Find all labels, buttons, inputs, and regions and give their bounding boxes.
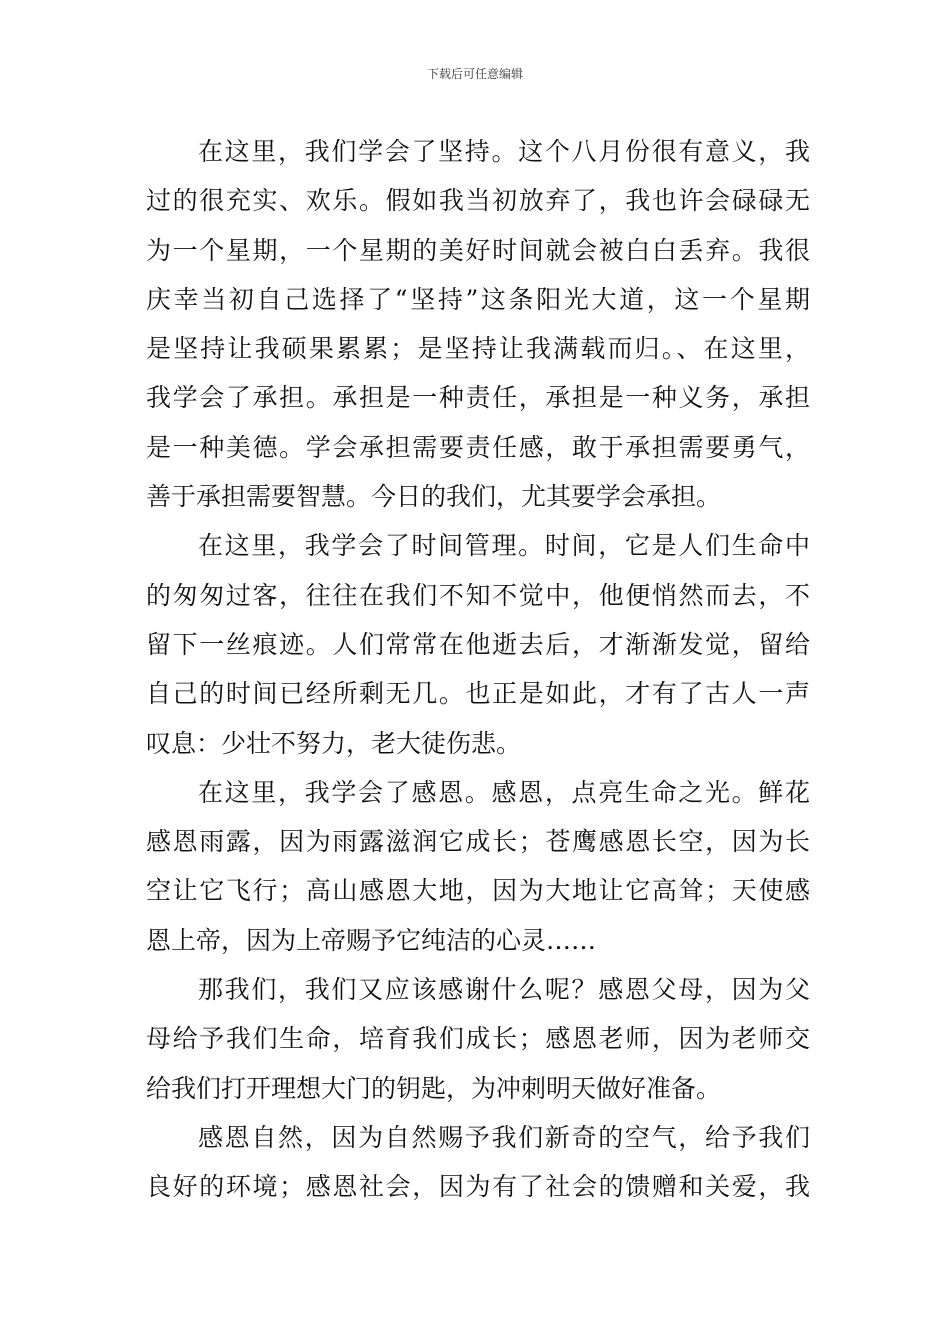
text-line: 恩上帝，因为上帝赐予它纯洁的心灵…… [146,925,597,955]
text-line: 是一种美德。学会承担需要责任感，敢于承担需要勇气， [146,432,810,462]
text-line: 自己的时间已经所剩无几。也正是如此，才有了古人一声 [146,679,810,709]
page-header: 下载后可任意编辑 [426,67,523,81]
text-line: 那我们，我们又应该感谢什么呢？感恩父母，因为父 [198,975,810,1005]
text-line: 是坚持让我硕果累累；是坚持让我满载而归。、在这里， [146,334,810,364]
text-line: 善于承担需要智慧。今日的我们，尤其要学会承担。 [146,482,722,512]
text-line: 良好的环境；感恩社会，因为有了社会的馈赠和关爱，我 [146,1172,810,1202]
text-line: 给我们打开理想大门的钥匙，为冲刺明天做好准备。 [146,1073,722,1103]
text-line: 母给予我们生命，培育我们成长；感恩老师，因为老师交 [146,1024,810,1054]
text-line: 庆幸当初自己选择了“坚持”这条阳光大道，这一个星期 [146,284,810,314]
document-body [146,127,810,1212]
text-line: 的匆匆过客，往往在我们不知不觉中，他便悄然而去，不 [146,580,810,610]
text-line: 空让它飞行；高山感恩大地，因为大地让它高耸；天使感 [146,876,810,906]
text-line: 为一个星期，一个星期的美好时间就会被白白丢弃。我很 [146,235,810,265]
text-line: 过的很充实、欢乐。假如我当初放弃了，我也许会碌碌无 [146,186,810,216]
text-line: 我学会了承担。承担是一种责任，承担是一种义务，承担 [146,383,810,413]
text-line: 感恩雨露，因为雨露滋润它成长；苍鹰感恩长空，因为长 [146,827,810,857]
text-line: 留下一丝痕迹。人们常常在他逝去后，才渐渐发觉，留给 [146,629,810,659]
text-line: 在这里，我学会了时间管理。时间，它是人们生命中 [198,531,810,561]
text-line: 在这里，我学会了感恩。感恩，点亮生命之光。鲜花 [198,777,810,807]
text-line: 感恩自然，因为自然赐予我们新奇的空气，给予我们 [198,1122,810,1152]
text-line: 在这里，我们学会了坚持。这个八月份很有意义，我 [198,137,810,166]
text-line: 叹息：少壮不努力，老大徒伤悲。 [146,728,522,758]
